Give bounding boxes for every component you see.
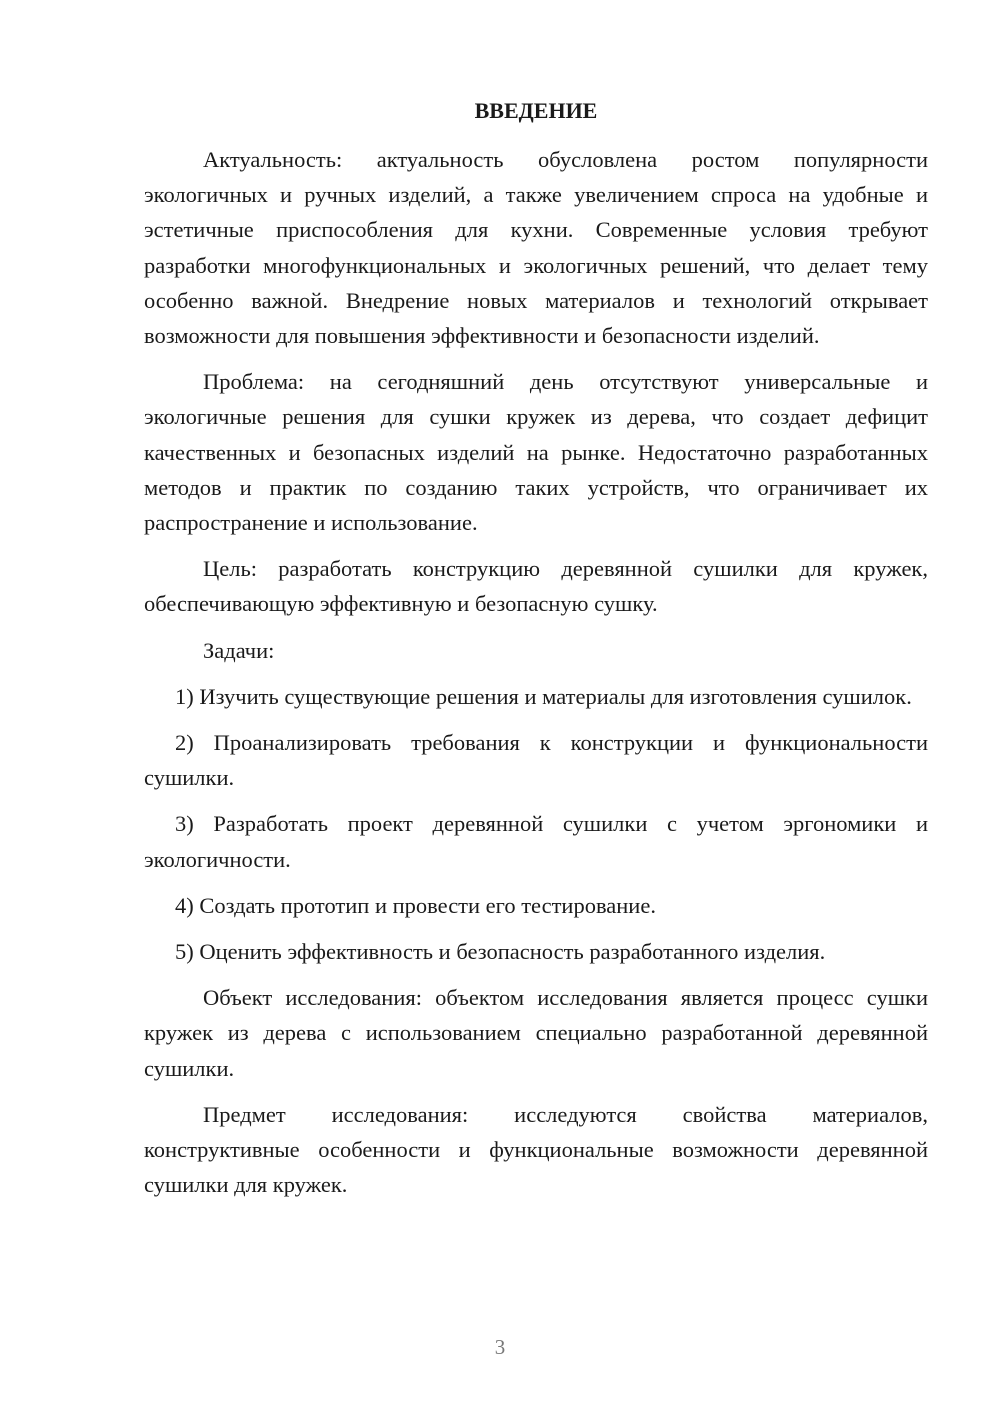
page-title: ВВЕДЕНИЕ	[474, 98, 598, 123]
page-number: 3	[494, 1335, 506, 1359]
task-item-3: 3) Разработать проект деревянной сушилки с учетом эргономики и экологичности.	[144, 811, 928, 872]
task-item-5: 5) Оценить эффективность и безопасность разработанного изделия.	[175, 939, 826, 965]
subject-paragraph: Предмет исследования: исследуются свойства материалов, конструктивные особенности и функциональные возможности деревянной сушилки для кружек.	[144, 1101, 928, 1198]
object-paragraph: Объект исследования: объектом исследования является процесс сушки кружек из дерева с использованием специально разработанной деревянной сушилки.	[144, 985, 928, 1081]
problem-paragraph: Проблема: на сегодняшний день отсутствуют универсальные и экологичные решения для сушки кружек из дерева, что создает дефицит качественных и безопасных изделий на рынке. Недостаточно разработанных методов и практик по созданию таких устройств, что ограничивает их распространение и использование.	[144, 369, 928, 536]
task-item-4: 4) Создать прототип и провести его тестирование.	[175, 892, 656, 918]
task-item-2: 2) Проанализировать требования к конструкции и функциональности сушилки.	[144, 730, 928, 791]
tasks-heading: Задачи:	[203, 637, 275, 663]
document-body	[144, 142, 928, 1213]
document-page	[144, 0, 928, 1414]
goal-paragraph: Цель: разработать конструкцию деревянной сушилки для кружек, обеспечивающую эффективную и безопасную сушку.	[144, 556, 928, 617]
relevance-paragraph: Актуальность: актуальность обусловлена ростом популярности экологичных и ручных изделий, а также увеличением спроса на удобные и эстетичные приспособления для кухни. Современные условия требуют разработки многофункциональных и экологичных решений, что делает тему особенно важной. Внедрение новых материалов и технологий открывает возможности для повышения эффективности и безопасности изделий.	[144, 147, 928, 349]
task-item-1: 1) Изучить существующие решения и материалы для изготовления сушилок.	[175, 683, 912, 709]
